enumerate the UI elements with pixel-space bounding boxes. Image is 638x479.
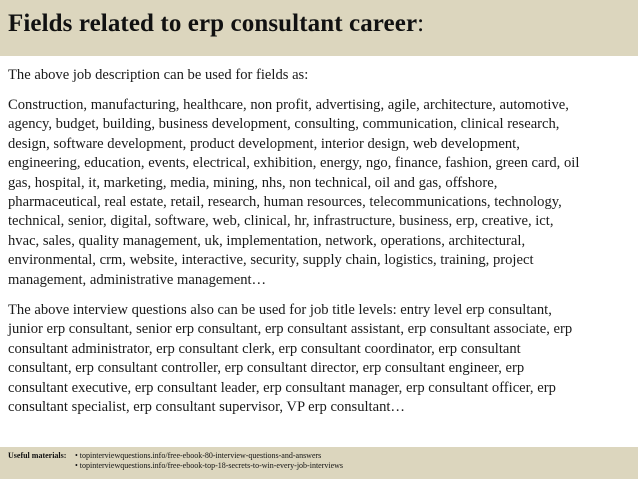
- paragraph-line: junior erp consultant, senior erp consultant, erp consultant assistant, erp consultant associate, erp: [8, 321, 573, 338]
- title-bar: [0, 0, 638, 56]
- paragraph-line: design, software development, product development, interior design, web development,: [8, 135, 520, 152]
- footer-link[interactable]: • topinterviewquestions.info/free-ebook-80-interview-questions-and-answers: [75, 451, 322, 460]
- paragraph-line: hvac, sales, quality management, uk, implementation, network, operations, architectural,: [8, 232, 526, 249]
- paragraph-line: pharmaceutical, real estate, retail, research, human resources, telecommunications, technology,: [8, 194, 562, 211]
- job-titles-paragraph: [8, 301, 633, 417]
- paragraph-line: engineering, education, events, electrical, exhibition, energy, ngo, finance, fashion, green card, oil: [8, 155, 580, 172]
- paragraph-line: The above interview questions also can be used for job title levels: entry level erp consultant,: [8, 302, 552, 318]
- paragraph-line: consultant specialist, erp consultant supervisor, VP erp consultant…: [8, 399, 406, 416]
- useful-materials-text: Useful materials: [8, 451, 64, 460]
- paragraph-line: management, administrative management…: [8, 271, 267, 288]
- page-title: [8, 10, 424, 38]
- title-colon: :: [417, 10, 425, 37]
- paragraph-line: consultant, erp consultant controller, erp consultant director, erp consultant engineer, erp: [8, 360, 525, 377]
- paragraph-line: technical, senior, digital, software, web, clinical, hr, infrastructure, business, erp, creative, ict,: [8, 213, 554, 230]
- footer-links: [75, 451, 343, 471]
- paragraph-line: agency, budget, building, business development, consulting, communication, clinical research,: [8, 116, 560, 133]
- paragraph-line: environmental, crm, website, interactive, security, supply chain, logistics, training, project: [8, 252, 534, 269]
- paragraph-line: Construction, manufacturing, healthcare, non profit, advertising, agile, architecture, automotive,: [8, 97, 569, 113]
- intro-text: The above job description can be used for fields as:: [8, 67, 309, 83]
- page-title-text: Fields related to erp consultant career: [8, 10, 418, 37]
- paragraph-line: consultant administrator, erp consultant clerk, erp consultant coordinator, erp consultant: [8, 340, 521, 357]
- paragraph-line: gas, hospital, it, marketing, media, mining, nhs, non technical, oil and gas, offshore,: [8, 174, 498, 191]
- useful-materials-separator: :: [63, 451, 67, 460]
- fields-paragraph: [8, 96, 633, 290]
- paragraph-line: consultant executive, erp consultant leader, erp consultant manager, erp consultant officer, erp: [8, 379, 556, 396]
- footer-bar: [0, 447, 638, 479]
- useful-materials-label: [8, 451, 66, 460]
- footer-link[interactable]: • topinterviewquestions.info/free-ebook-top-18-secrets-to-win-every-job-interviews: [75, 461, 344, 470]
